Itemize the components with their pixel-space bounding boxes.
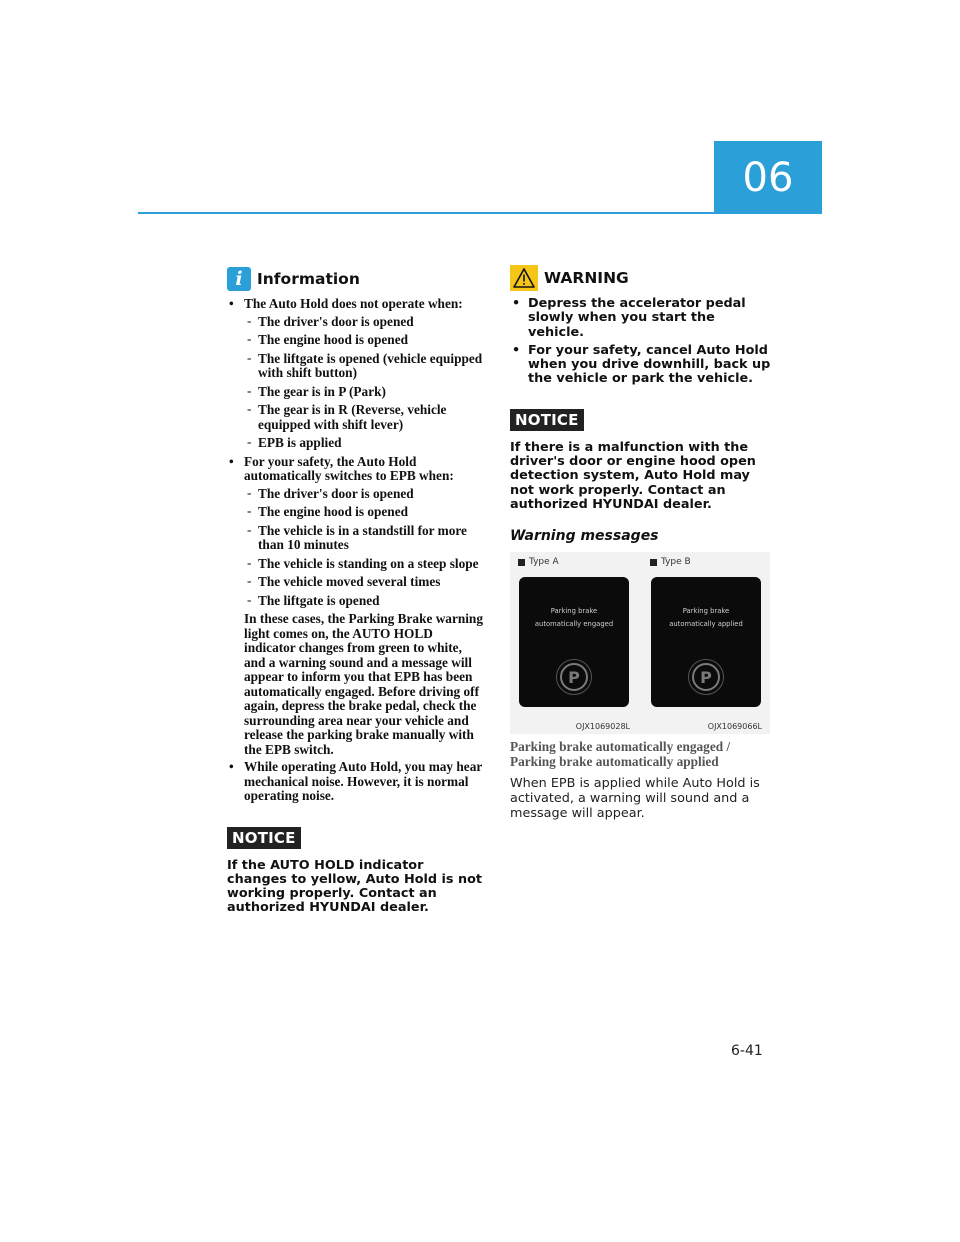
display-line-2: automatically engaged — [534, 620, 614, 629]
figure-caption: Parking brake automatically engaged / Parking brake automatically applied — [510, 739, 731, 769]
list-item: - The vehicle is standing on a steep slope — [227, 557, 485, 572]
display-message — [651, 605, 761, 631]
list-item: - The driver's door is opened — [227, 315, 485, 330]
warning-messages-figure — [510, 552, 770, 734]
info-bullet-2: • For your safety, the Auto Hold automatically switches to EPB when: — [227, 455, 485, 484]
display-message — [519, 605, 629, 631]
body-text: When EPB is applied while Auto Hold is activated, a warning will sound and a message will appear. — [510, 776, 760, 822]
image-code: OJX1069066L — [707, 722, 762, 732]
parking-brake-icon: P — [692, 663, 720, 691]
info-bullet-1: • The Auto Hold does not operate when: — [227, 297, 485, 312]
warning-triangle-icon — [510, 265, 538, 291]
information-heading — [227, 265, 485, 293]
list-item: - The liftgate is opened — [227, 594, 485, 609]
list-item: - EPB is applied — [227, 436, 485, 451]
cluster-display — [651, 577, 761, 707]
warning-item: • Depress the accelerator pedal slowly when you start the vehicle. — [510, 297, 772, 340]
type-b-label — [650, 557, 691, 567]
info-bullet-2-paragraph: In these cases, the Parking Brake warning light comes on, the AUTO HOLD indicator changes from green to white, and a warning sound and a message will appear to inform you that EPB has been automatically engaged. Before driving off again, depress the brake pedal, check the surrounding area near your vehicle and release the parking brake manually with the EPB switch. — [244, 611, 483, 757]
info-icon: i — [227, 267, 251, 291]
type-b-label-text: Type B — [661, 557, 691, 568]
list-item: - The driver's door is opened — [227, 487, 485, 502]
list-item: - The engine hood is opened — [227, 333, 485, 348]
section-title: Warning messages — [510, 528, 659, 545]
information-title: Information — [257, 270, 360, 288]
list-item: - The vehicle moved several times — [227, 575, 485, 590]
right-column — [510, 265, 772, 821]
image-code: OJX1069028L — [575, 722, 630, 732]
cluster-display — [519, 577, 629, 707]
type-b-panel — [642, 552, 770, 734]
chapter-tab: 06 — [714, 141, 822, 214]
type-a-panel — [510, 552, 638, 734]
parking-brake-icon: P — [560, 663, 588, 691]
type-a-label-text: Type A — [529, 557, 559, 568]
header-rule — [138, 212, 714, 214]
square-bullet-icon — [518, 559, 525, 566]
notice-text: If there is a malfunction with the driver's door or engine hood open detection system, Auto Hold may not work properly. Contact an authorized HYUNDAI dealer. — [510, 439, 756, 512]
list-item: - The gear is in P (Park) — [227, 385, 485, 400]
notice-label: NOTICE — [510, 409, 584, 431]
page-number: 6-41 — [731, 1043, 763, 1059]
display-line-2: automatically applied — [669, 620, 743, 629]
list-item: - The gear is in R (Reverse, vehicle equipped with shift lever) — [227, 403, 485, 432]
warning-item: • For your safety, cancel Auto Hold when you drive downhill, back up the vehicle or park the vehicle. — [510, 344, 772, 387]
left-column — [227, 265, 485, 916]
list-item: - The vehicle is in a standstill for more than 10 minutes — [227, 524, 485, 553]
list-item: - The engine hood is opened — [227, 505, 485, 520]
info-bullet-3: • While operating Auto Hold, you may hear mechanical noise. However, it is normal operating noise. — [227, 760, 485, 804]
notice-label: NOTICE — [227, 827, 301, 849]
notice-text: If the AUTO HOLD indicator changes to yellow, Auto Hold is not working properly. Contact an authorized HYUNDAI dealer. — [227, 857, 482, 916]
list-item: - The liftgate is opened (vehicle equipped with shift button) — [227, 352, 485, 381]
display-line-1: Parking brake — [682, 607, 730, 616]
type-a-label — [518, 557, 559, 567]
display-line-1: Parking brake — [550, 607, 598, 616]
square-bullet-icon — [650, 559, 657, 566]
warning-title: WARNING — [544, 269, 629, 287]
warning-heading — [510, 265, 772, 291]
